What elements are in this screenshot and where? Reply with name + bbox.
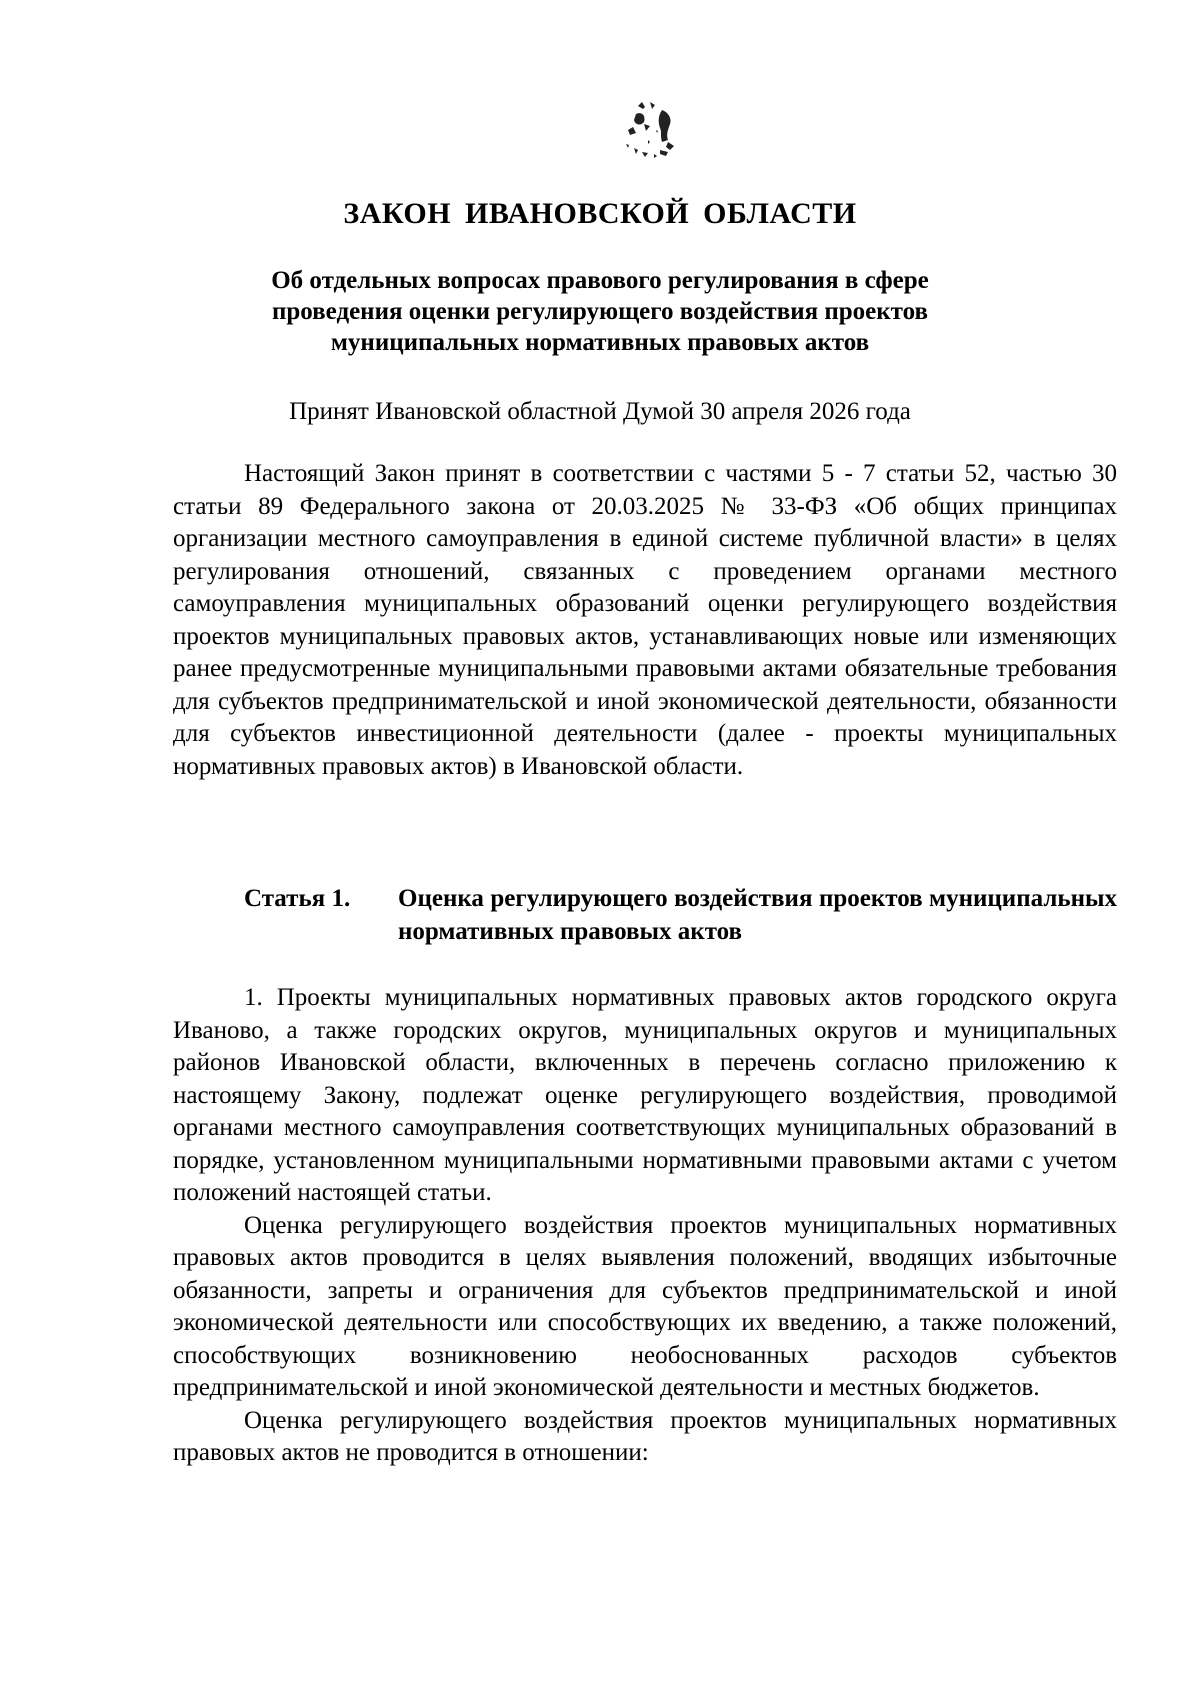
subtitle-line: муниципальных нормативных правовых актов — [330, 329, 870, 356]
article-paragraph: Оценка регулирующего воздействия проектов муниципальных нормативных правовых актов проводится в целях выявления положений, вводящих избыточные обязанности, запреты и ограничения для субъектов предпринимательской и иной экономической деятельности или способствующих их введению, а также положений, способствующих возникновению необоснованных расходов субъектов предпринимательской и иной экономической деятельности и местных бюджетов. — [173, 1211, 1117, 1401]
article-title: Оценка регулирующего воздействия проектов муниципальных нормативных правовых актов — [398, 885, 1117, 945]
subtitle-line: Об отдельных вопросах правового регулирования в сфере — [271, 267, 929, 294]
law-subtitle — [0, 265, 1200, 358]
preamble-section — [173, 458, 1117, 783]
law-title: ЗАКОН ИВАНОВСКОЙ ОБЛАСТИ — [343, 197, 857, 230]
coat-of-arms-icon — [598, 100, 698, 180]
article-heading — [173, 883, 1117, 948]
subtitle-line: проведения оценки регулирующего воздействия проектов — [271, 298, 929, 325]
article-body — [173, 982, 1117, 1470]
adoption-line: Принят Ивановской областной Думой 30 апреля 2026 года — [289, 398, 911, 425]
article-paragraph: 1. Проекты муниципальных нормативных правовых актов городского округа Иваново, а также городских округов, муниципальных округов и муниципальных районов Ивановской области, включенных в перечень согласно приложению к настоящему Закону, подлежат оценке регулирующего воздействия, проводимой органами местного самоуправления соответствующих муниципальных образований в порядке, установленном муниципальными нормативными правовыми актами с учетом положений настоящей статьи. — [173, 984, 1117, 1206]
article-paragraph: Оценка регулирующего воздействия проектов муниципальных нормативных правовых актов не проводится в отношении: — [173, 1406, 1117, 1466]
article-number: Статья 1. — [244, 885, 351, 912]
preamble-paragraph: Настоящий Закон принят в соответствии с частями 5 - 7 статьи 52, частью 30 статьи 89 Федерального закона от 20.03.2025 № 33-ФЗ «Об общих принципах организации местного самоуправления в единой системе публичной власти» в целях регулирования отношений, связанных с проведением органами местного самоуправления муниципальных образований оценки регулирующего воздействия проектов муниципальных правовых актов, устанавливающих новые или изменяющих ранее предусмотренные муниципальными правовыми актами обязательные требования для субъектов предпринимательской и иной экономической деятельности, обязанности для субъектов инвестиционной деятельности (далее - проекты муниципальных нормативных правовых актов) в Ивановской области. — [173, 460, 1117, 780]
